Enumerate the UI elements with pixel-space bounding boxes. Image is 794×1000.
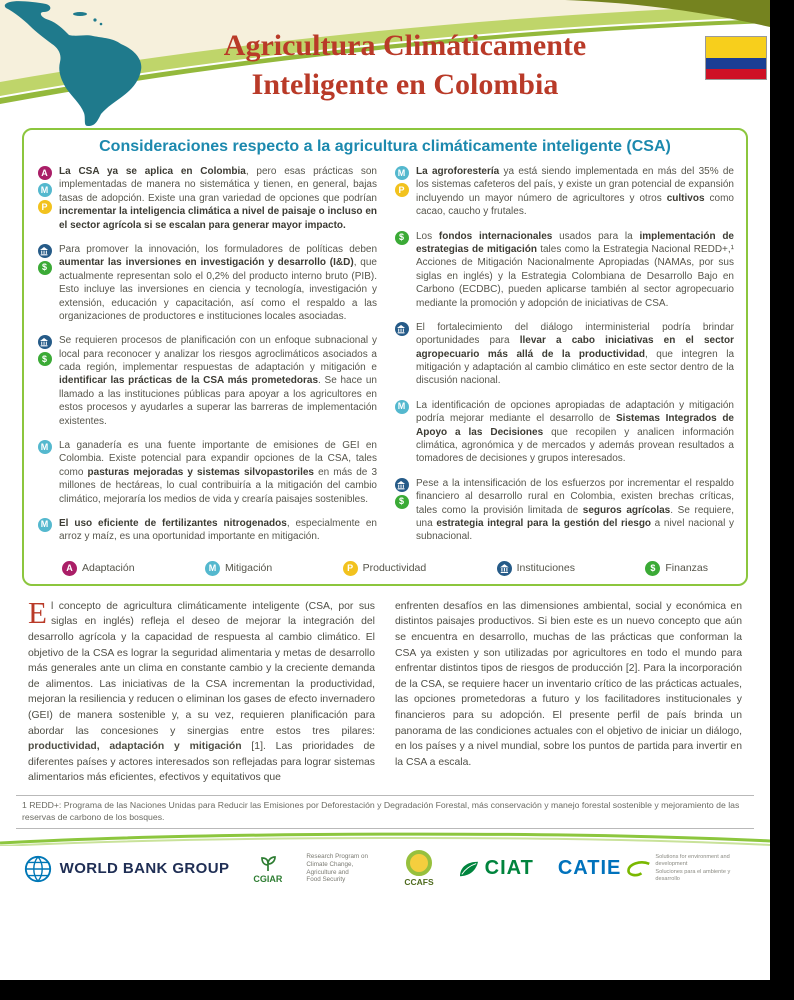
institutions-icon <box>38 335 52 349</box>
consideration-text: La identificación de opciones apropiadas de adaptación y mitigación podría mejorar mediante el desarrollo de Sistemas Integrados de Apoyo a las Decisiones que recopilen y analicen información climática, agronómica y de mercados y además provean resultados a tomadores de decisiones y grupos interesados. <box>416 399 734 465</box>
mitigation-icon: M <box>38 183 52 197</box>
productivity-icon: P <box>38 200 52 214</box>
header <box>0 0 770 126</box>
ccafs-circle-icon <box>406 850 432 876</box>
catie-logo <box>558 854 748 883</box>
mitigation-icon: M <box>395 166 409 180</box>
mitigation-icon: M <box>38 518 52 532</box>
ccafs-program-text <box>306 853 380 884</box>
consideration-icons <box>36 165 53 232</box>
ccafs-program-line: Climate Change, <box>306 860 354 868</box>
ccafs-label: CCAFS <box>404 877 434 888</box>
productivity-icon: P <box>343 561 358 576</box>
legend <box>36 557 734 578</box>
page-title-line2: Inteligente en Colombia <box>251 68 559 101</box>
dropcap: E <box>28 594 47 630</box>
institutions-icon <box>497 561 512 576</box>
finance-icon: $ <box>38 261 52 275</box>
consideration-icons <box>36 243 53 323</box>
legend-label: Productividad <box>362 562 427 575</box>
consideration-icons <box>36 439 53 506</box>
consideration-text: Para promover la innovación, los formuladores de políticas deben aumentar las inversiones en investigación y desarrollo (I&D), que actualmente representan solo el 0,2% del producto interno bruto (PIB). Esto incluye las inversiones en ciencia y tecnología, investigación y extensión, educación y capacitación, así como el respaldo a las organizaciones de productores e instituciones locales asociadas. <box>59 243 377 322</box>
world-bank-logo <box>23 854 230 884</box>
world-bank-label: WORLD BANK GROUP <box>59 860 230 878</box>
consideration-icons <box>393 477 410 544</box>
ccafs-logo <box>404 850 433 887</box>
finance-icon: $ <box>38 352 52 366</box>
world-bank-globe-icon <box>23 854 53 884</box>
consideration-text: La agroforestería ya está siendo implementada en más del 35% de los sistemas cafeteros del país, y existe un gran potencial de expansión incluyendo un mayor número de agricultores y otros cultivos como cacao, caucho y frutales. <box>416 166 734 218</box>
cgiar-plant-icon <box>258 853 278 873</box>
flag-yellow-stripe <box>706 37 766 58</box>
partner-logos <box>0 846 770 892</box>
mitigation-icon: M <box>395 400 409 414</box>
consideration-item <box>393 477 734 544</box>
legend-item-productividad <box>343 561 427 576</box>
adaptation-icon: A <box>38 166 52 180</box>
ciat-logo <box>458 857 534 880</box>
consideration-text: La CSA ya se aplica en Colombia, pero esas prácticas son implementadas de manera no sistemática y tienen, en general, bajas tasas de adopción. Existe una gran variedad de opciones que podrían incrementar la inteligencia climática a nivel de paisaje o incluso en el sector agrícola si se escalan para generar mayor impacto. <box>59 166 377 231</box>
legend-label: Finanzas <box>665 562 708 575</box>
ciat-leaf-icon <box>458 860 480 878</box>
intro-column-right: enfrenten desafíos en las dimensiones ambiental, social y económica en distintos paisajes productivos. Si bien este es un nuevo concepto que aún se encuentra en desarrollo, muchas de las prácticas que conforman la CSA ya existen y son utilizadas por agricultores en todo el mundo para enfrentar distintos tipos de riesgos de producción [2]. Para la incorporación de la CSA, se requiere hacer un inventario crítico de las prácticas actuales, las opciones prometedoras a futuro y los facilitadores institucionales y financieros para su adopción. El presente perfil de país brinda un panorama de las condiciones actuales con el objetivo de iniciar un diálogo, en los países y a nivel mundial, sobre los puntos de partida para invertir en la CSA a escala. <box>395 600 742 768</box>
cgiar-label: CGIAR <box>253 874 283 885</box>
legend-label: Mitigación <box>224 562 273 575</box>
legend-item-finanzas <box>645 561 708 576</box>
legend-label: Adaptación <box>82 562 135 575</box>
legend-item-adaptación <box>62 561 135 576</box>
catie-label: CATIE <box>557 857 622 880</box>
consideration-text: La ganadería es una fuente importante de emisiones de GEI en Colombia. Existe potencial para expandir opciones de la CSA, tales como pasturas mejoradas y sistemas silvopastoriles en más de 3 millones de hectáreas, lo cual contribuiría a la mitigación del cambio climático, mejoraría los medios de vida y crearía paisajes sostenibles. <box>59 440 378 505</box>
intro-left-text: l concepto de agricultura climáticamente inteligente (CSA, por sus siglas en inglés) refleja el deseo de mejorar la integración del desarrollo agrícola y la capacidad de respuesta al cambio climático. El objetivo de la CSA es lograr la seguridad alimentaria y metas de desarrollo más generales ante un clima en constante cambio y la creciente demanda de alimentos. Las iniciativas de la CSA incrementan la productividad, mejoran la resiliencia y reducen o eliminan los gases de efecto invernadero (GEI) de manera sostenible y, a su vez, requieren planificación para abordar las concesiones y sinergias entre estos tres pilares: productividad, adaptación y mitigación [1]. Las prioridades de diferentes países y actores interesados son reflejadas para lograr sistemas alimentarios más eficientes, efectivos y equitativos que <box>28 600 375 784</box>
ccafs-program-line: Research Program on <box>306 852 368 860</box>
considerations-column-right <box>393 165 734 555</box>
flag-red-stripe <box>706 69 766 80</box>
consideration-text: El uso eficiente de fertilizantes nitrogenados, especialmente en arroz y maíz, es una oportunidad importante en mitigación. <box>59 517 377 543</box>
consideration-item <box>36 165 377 232</box>
institutions-icon <box>395 478 409 492</box>
consideration-icons <box>393 165 410 219</box>
consideration-item <box>36 334 377 428</box>
consideration-icons <box>393 399 410 466</box>
footnote: 1 REDD+: Programa de las Naciones Unidas para Reducir las Emisiones por Deforestación y Degradación Forestal, más conservación y manejo forestal sostenible y mejoramiento de las reservas de carbono de los bosques. <box>16 795 754 828</box>
legend-item-mitigación <box>205 561 272 576</box>
consideration-text: Los fondos internacionales usados para la implementación de estrategias de mitigación tales como la Estrategia Nacional REDD+,¹ Acciones de Mitigación Nacionalmente Apropiadas (NAMAs, por sus siglas en inglés) y la Estrategia Colombiana de Desarrollo Bajo en Carbono (ECDBC), pueden aplicarse también al sector agropecuario mediante la promoción y adopción de iniciativas de CSA. <box>416 230 734 309</box>
colombia-flag-icon <box>705 36 767 80</box>
cgiar-logo <box>253 853 282 884</box>
intro-text <box>28 594 742 786</box>
bottom-wave-decoration <box>0 830 770 846</box>
consideration-text: El fortalecimiento del diálogo interministerial podría brindar oportunidades para llevar a cabo iniciativas en el sector agropecuario más allá de la productividad, que integren la mitigación y adaptación al cambio climático en este sector dentro de la discusión nacional. <box>416 321 735 387</box>
considerations-columns <box>36 165 734 555</box>
consideration-item <box>393 399 734 466</box>
page-title-line1: Agricultura Climáticamente <box>223 29 587 62</box>
legend-label: Instituciones <box>516 562 575 575</box>
consideration-icons <box>393 230 410 310</box>
flag-blue-stripe <box>706 58 766 69</box>
consideration-item <box>393 321 734 388</box>
finance-icon: $ <box>395 495 409 509</box>
adaptation-icon: A <box>62 561 77 576</box>
finance-icon: $ <box>395 231 409 245</box>
consideration-text: Se requieren procesos de planificación con un enfoque subnacional y local para reconocer y analizar los riesgos agroclimáticos asociados a cada región, implementar respuestas de adaptación y mitigación e identificar las prácticas de la CSA más prometedoras. Se hace un llamado a las instituciones públicas para apoyar a los agricultores en estos procesos y ayudarles a superar las barreras de implementación existentes. <box>59 335 377 427</box>
consideration-icons <box>36 517 53 544</box>
consideration-item <box>36 517 377 544</box>
considerations-column-left <box>36 165 377 555</box>
institutions-icon <box>395 322 409 336</box>
consideration-item <box>36 243 377 323</box>
ccafs-program-line: Food Security <box>306 876 346 884</box>
catie-swoosh-icon <box>625 859 651 879</box>
consideration-icons <box>36 334 53 428</box>
consideration-item <box>36 439 377 506</box>
consideration-item <box>393 165 734 219</box>
mitigation-icon: M <box>205 561 220 576</box>
consideration-text: Pese a la intensificación de los esfuerzos por incrementar el respaldo financiero al desarrollo rural en Colombia, existen brechas críticas, tales como la provisión limitada de seguros agrícolas. Se requiere, una estrategia integral para la gestión del riesgo a nivel nacional y subnacional. <box>416 477 734 543</box>
intro-column-left <box>28 594 375 786</box>
finance-icon: $ <box>645 561 660 576</box>
consideration-icons <box>393 321 410 388</box>
considerations-heading: Consideraciones respecto a la agricultura climáticamente inteligente (CSA) <box>99 138 671 155</box>
ciat-label: CIAT <box>484 857 534 880</box>
consideration-item <box>393 230 734 310</box>
page-title <box>135 26 675 104</box>
productivity-icon: P <box>395 183 409 197</box>
ccafs-program-line: Agriculture and <box>306 868 349 876</box>
mitigation-icon: M <box>38 440 52 454</box>
catie-tagline-line: Solutions for environment and development <box>655 854 730 868</box>
legend-item-instituciones <box>497 561 575 576</box>
institutions-icon <box>38 244 52 258</box>
catie-tagline <box>655 854 747 883</box>
catie-tagline-line: Soluciones para el ambiente y desarrollo <box>655 868 731 882</box>
considerations-box <box>22 128 748 586</box>
